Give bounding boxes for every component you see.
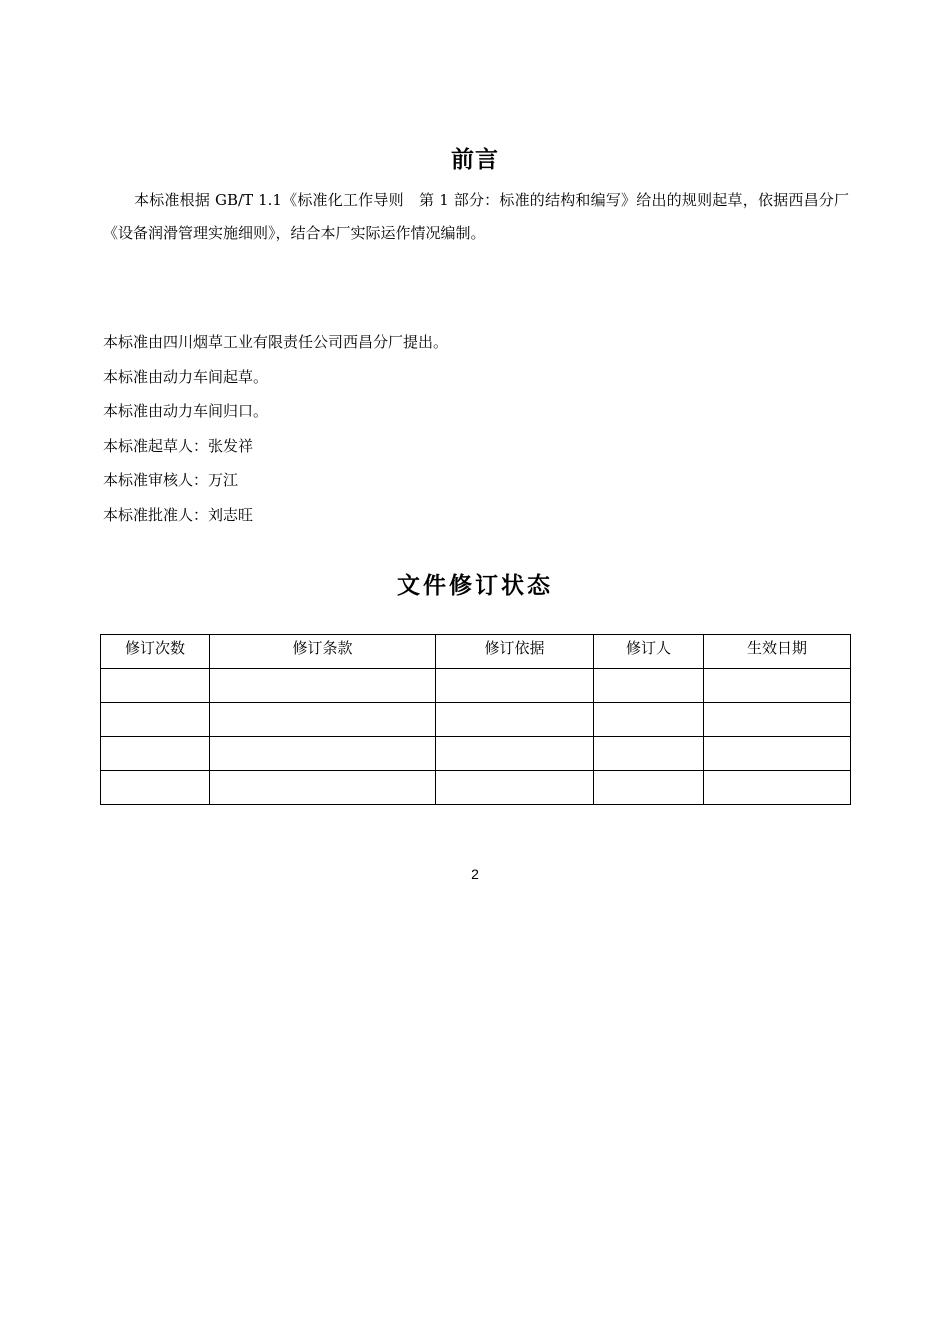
foreword-paragraph: 本标准根据 GB/T 1.1《标准化工作导则 第 1 部分：标准的结构和编写》给出的规则起草，依据西昌分厂《设备润滑管理实施细则》，结合本厂实际运作情况编制。 xyxy=(103,191,849,242)
table-cell xyxy=(436,703,594,737)
header-revision-count: 修订次数 xyxy=(101,635,210,669)
table-cell xyxy=(704,771,851,805)
header-revision-basis: 修订依据 xyxy=(436,635,594,669)
table-row xyxy=(101,737,851,771)
header-revision-clause: 修订条款 xyxy=(210,635,436,669)
revision-status-table xyxy=(100,634,851,805)
table-header-row xyxy=(101,635,851,669)
table-cell xyxy=(101,669,210,703)
table-cell xyxy=(436,771,594,805)
table-cell xyxy=(101,771,210,805)
table-cell xyxy=(594,771,704,805)
table-cell xyxy=(210,771,436,805)
approver-line: 本标准批准人：刘志旺 xyxy=(103,505,254,524)
table-row xyxy=(101,669,851,703)
header-reviser: 修订人 xyxy=(594,635,704,669)
table-cell xyxy=(594,669,704,703)
foreword-title: 前言 xyxy=(451,147,499,173)
responsible-department-line: 本标准由动力车间归口。 xyxy=(103,402,269,420)
proposer-line: 本标准由四川烟草工业有限责任公司西昌分厂提出。 xyxy=(103,333,449,351)
table-cell xyxy=(210,669,436,703)
drafter-line: 本标准起草人：张发祥 xyxy=(103,436,254,455)
table-cell xyxy=(704,703,851,737)
header-effective-date: 生效日期 xyxy=(704,635,851,669)
page-number: 2 xyxy=(471,866,479,882)
table-row xyxy=(101,771,851,805)
table-cell xyxy=(436,737,594,771)
table-cell xyxy=(436,669,594,703)
table-cell xyxy=(210,703,436,737)
table-cell xyxy=(594,737,704,771)
table-cell xyxy=(101,737,210,771)
table-cell xyxy=(101,703,210,737)
table-row xyxy=(101,703,851,737)
revision-status-title: 文件修订状态 xyxy=(397,573,553,599)
table-cell xyxy=(210,737,436,771)
table-cell xyxy=(704,669,851,703)
reviewer-line: 本标准审核人：万江 xyxy=(103,471,239,489)
table-cell xyxy=(704,737,851,771)
table-cell xyxy=(594,703,704,737)
standard-meta-list xyxy=(103,325,849,532)
drafting-department-line: 本标准由动力车间起草。 xyxy=(103,367,269,386)
